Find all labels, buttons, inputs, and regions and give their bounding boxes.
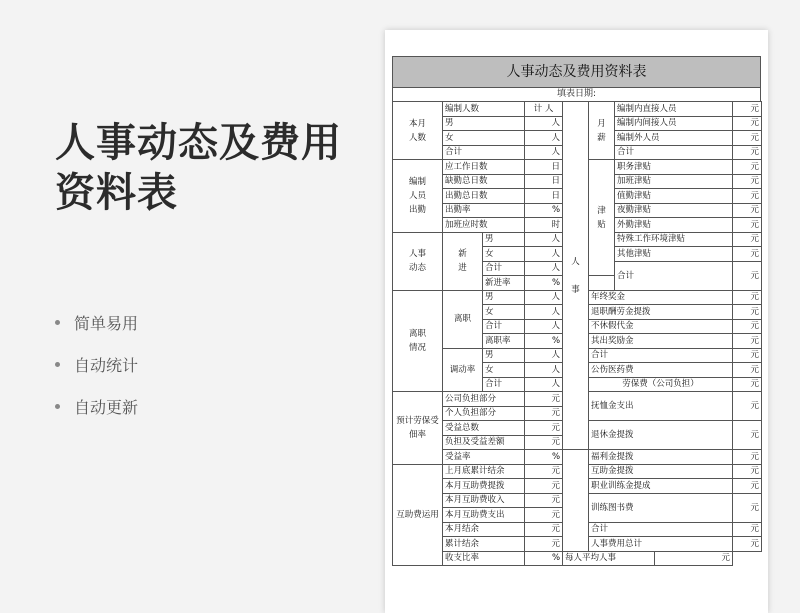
table-row: 本月互助费提拨 元 职业训练金提成 元: [393, 479, 762, 494]
table-row: 负担及受益差额 元: [393, 435, 762, 450]
bullet-dot-icon: [55, 320, 60, 325]
document-preview: [385, 30, 768, 613]
table-row: 累计结余 元 人事费用总计 元: [393, 537, 762, 552]
table-row: 本月互助费支出 元: [393, 508, 762, 523]
date-label: 填表日期:: [392, 88, 761, 101]
bullet-dot-icon: [55, 362, 60, 367]
bullet-dot-icon: [55, 404, 60, 409]
hero-title-line1: 人事动态及费用: [55, 120, 342, 166]
hero-title: [55, 118, 375, 218]
table-row: 男 人 编制内间接人员 元: [393, 116, 762, 131]
table-row: 出勤总日数 日 值勤津贴 元: [393, 189, 762, 204]
table-row: 个人负担部分 元: [393, 406, 762, 421]
table-row: 出勤率 % 夜勤津贴 元: [393, 203, 762, 218]
feature-item: 自动更新: [55, 395, 138, 417]
table-row: 合计 人 合计 元: [393, 261, 762, 276]
data-table: [392, 101, 762, 566]
table-row: 女 人 编制外人员 元: [393, 131, 762, 146]
table-row: 编制 人员 出勤 应工作日数 日 津 贴 职务津贴 元: [393, 160, 762, 175]
feature-list: [55, 311, 138, 437]
table-row: 本月互助费收入 元 训练图书费 元: [393, 493, 762, 508]
table-row: 合计 人 合计 元: [393, 145, 762, 160]
table-row: 预计劳保受 佃率 公司负担部分 元 抚恤金支出 元: [393, 392, 762, 407]
table-row: 受益总数 元 退休金提拨 元: [393, 421, 762, 436]
table-row: 缺勤总日数 日 加班津贴 元: [393, 174, 762, 189]
renshi-label: 人 事: [563, 102, 589, 450]
table-row: 女 人 退职酬劳金提拨 元: [393, 305, 762, 320]
table-row: 收支比率 % 每人平均人事 元: [393, 551, 762, 566]
hero-title-line2: 资料表: [55, 170, 178, 216]
table-row: 合计 人 不休假代金 元: [393, 319, 762, 334]
table-row: 女 人 公伤医药费 元: [393, 363, 762, 378]
table-row: 受益率 % 福利金提拨 元: [393, 450, 762, 465]
document-title: 人事动态及费用资料表: [392, 56, 761, 88]
table-row: 本月 人数 编制人数 计 人 人 事 月 薪 编制内直接人员 元: [393, 102, 762, 117]
table-row: 加班应时数 时 外勤津贴 元: [393, 218, 762, 233]
table-row: 女 人 其他津贴 元: [393, 247, 762, 262]
document: [392, 56, 761, 566]
table-row: 人事 动态 新 进 男 人 特殊工作环境津贴 元: [393, 232, 762, 247]
feature-item: 自动统计: [55, 353, 138, 375]
hero: [55, 118, 375, 218]
table-row: 调动率 男 人 合计 元: [393, 348, 762, 363]
table-row: 互助费运用 上月底累计结余 元 互助金提拨 元: [393, 464, 762, 479]
table-row: 离职率 % 其出奖励金 元: [393, 334, 762, 349]
table-row: 本月结余 元 合计 元: [393, 522, 762, 537]
table-row: 合计 人 劳保费（公司负担） 元: [393, 377, 762, 392]
table-row: 新进率 %: [393, 276, 762, 291]
feature-item: 简单易用: [55, 311, 138, 333]
table-row: 离职 情况 离职 男 人 年终奖金 元: [393, 290, 762, 305]
